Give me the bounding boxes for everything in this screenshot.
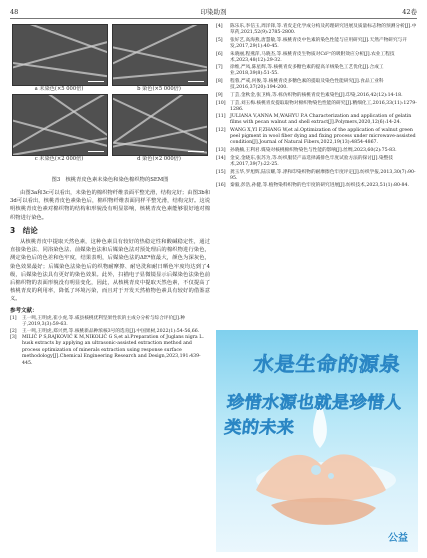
- panel-label-d: d 染色(×2 000倍): [137, 156, 181, 162]
- reference-item: [16] 秦毅,彭浩,孙健,等.植物染料织物的色牢度的研究进展[J].纺织技术,2023,51(1):80-84.: [216, 183, 409, 189]
- volume-label: 42卷: [402, 8, 417, 16]
- reference-item: [6] 朱晓丽,程燕萍,马晓杰,等.核桃青皮生物质对Cd²⁺的吸附效应分析[J].农业工程技术,2023,48(12):29-32.: [216, 51, 395, 63]
- sem-image-b: [112, 24, 208, 86]
- water-conservation-poster: [216, 330, 418, 552]
- reference-item: [15] 龚玉华,罗旭辉,陆宗耀,等.涤和印染织物的耐摩擦色牢度评定[J].纺织学报,2013,30(7):90-95.: [216, 169, 416, 181]
- reference-item: [14] 金安,金晓东,张苏为,等.纺织服装产品选择减排色牢度试验方法的探讨[J].染整技术,2017,39(7):22-25.: [216, 155, 393, 167]
- panel-label-b: b 染色(×5 000倍): [137, 86, 181, 92]
- section-title: 3 结论: [10, 225, 38, 235]
- poster-logo: 公益: [388, 533, 408, 544]
- left-column: [10, 24, 210, 367]
- reference-item: [8] 程蓉,严戒,何俊,等.核桃青皮多糖色素的提取及染色性能研究[J].食品工业科技,2016,37(20):194-200.: [216, 79, 384, 91]
- reference-item: [10] 丁芸,刘玉梅.核桃青皮提取取物对棉织物染色性能的研究[J].精细化工,2016,33(11):1279-1286.: [216, 100, 417, 112]
- reference-item: [13] 孙晓楠,王利君.媒染对核桃棉织物染色与性能的影响[J].丝绸,2023,60(2):75-83.: [216, 148, 397, 154]
- reference-item: [5] 张好艺,高海燕,唐慧敏,等.核桃青皮中色素的染色性能与应用研究[J].天然产物研究与开发,2017,29(1):40-45.: [216, 37, 408, 49]
- right-column: [216, 24, 418, 191]
- panel-label-c: c 未染色(×2 000倍): [34, 156, 84, 162]
- panel-label-a: a 未染色(×5 000倍): [34, 86, 84, 92]
- reference-item: [9] 丁芸,金秋金,张卫梅,等.栎仿织物的核桃青皮色素染色[J].印染,2016,42(12):14-18.: [216, 92, 403, 98]
- references-title: 参考文献：: [10, 307, 38, 314]
- page-number: 48: [10, 8, 19, 16]
- reference-item: [4] 陈乐乐,李信玉,周洋锋,等.青皮走化学成分构及药理研究进展及质量标志物的预测分析[J].中草药,2021,52(9):2785-2800.: [216, 24, 417, 36]
- conclusion-paragraph: 从核桃青皮中提取天然色素，这种色素具有较好的热稳定性和酸碱稳定性，通过直接染色法、同浴染色法、前媒染色法和后媒染色法对预处理后的棉织物进行染色，测定染色后的色差和色牢度，结果表明，后媒染色法的ΔE*值最大，颜色为深灰色，染色效果最好；后媒染色法染色后的织物耐摩擦、耐皂洗和耐日晒色牢度均达到了4级，后媒染色法具有更好的染色效果。此外，扫描电子显微镜显示后媒染色法染色前后棉织物的表面形貌没有明显变化，因此，从核桃青皮中提取天然色素，不仅提高了核桃青皮的利用率，降低了环境污染，而且对于开发天然植物色素具有较好的借鉴意义。: [10, 239, 210, 303]
- sem-image-c: [12, 94, 108, 156]
- sem-image-a: [12, 24, 108, 86]
- journal-name: 印染助剂: [200, 8, 227, 16]
- sem-figure: [10, 24, 210, 189]
- poster-headline: 水是生命的源泉: [252, 352, 403, 376]
- poster-subheadline: 珍惜水源也就是珍惜人类的未来: [223, 393, 404, 438]
- reference-item: [1] 王一鸣,王明虎,崔小虎,等.威县核桃优利坚果性状的主成分分析与综合评价[J].种子,2019,3(3):59-63.: [10, 315, 185, 328]
- reference-item: [2] 王一鸣,王明虎,郑兴贾,等.核桃新品种浓核3号的选育[J].中国果树,2022(1):54-56,66.: [10, 328, 200, 334]
- reference-item: [3] MILIĆ P S,RAJKOVIĆ K M,NIKOLIĆ G S,et al.Preparation of Juglans nigra L. husk extracts by applying an ultrasonic-assisted extraction method and process optimization of minerals extraction using response surface methodology[J].Chemical Engineering Research and Design,2023,191:439-445.: [10, 335, 204, 366]
- reference-item: [7] 徐维,严凤,陈星辉,等.核桃青皮多糖色素的提高羊绒染色工艺优化[J].合成工业,2018,39(8):51-55.: [216, 65, 384, 77]
- sem-image-d: [112, 94, 208, 156]
- figure-caption: 图3 核桃青皮色素未染色和染色棉织物的SEM图: [51, 177, 169, 183]
- running-header: [10, 6, 417, 19]
- reference-item: [12] WANG X,YI F,ZHANG W,et al.Optimization of the application of walnut green peel pigment in wool fiber dying and fixing process under microwave-assisted condition[J].Journal of Natural Fibers,2022,19(13):4854-4867.: [216, 128, 416, 146]
- reference-item: [11] JULIANA V,ANNA M,WAHYU P.A Characterization and application of gelatin films with pecan walnut and shell extract[J].Polymers,2020,12(6):14-24.: [216, 114, 412, 126]
- body-paragraph: 由图3a和3c可以看出，未染色的棉织物纤维表面平整光滑，结构完好；由图3b和3d可以看出，核桃青皮色素染色后，棉织物纤维表面同样平整光滑，结构完好。这说明核桃青皮色素对棉织物的结构和形貌没有明显影响，核桃青皮色素能够很好地对棉织物进行染色。: [10, 190, 210, 221]
